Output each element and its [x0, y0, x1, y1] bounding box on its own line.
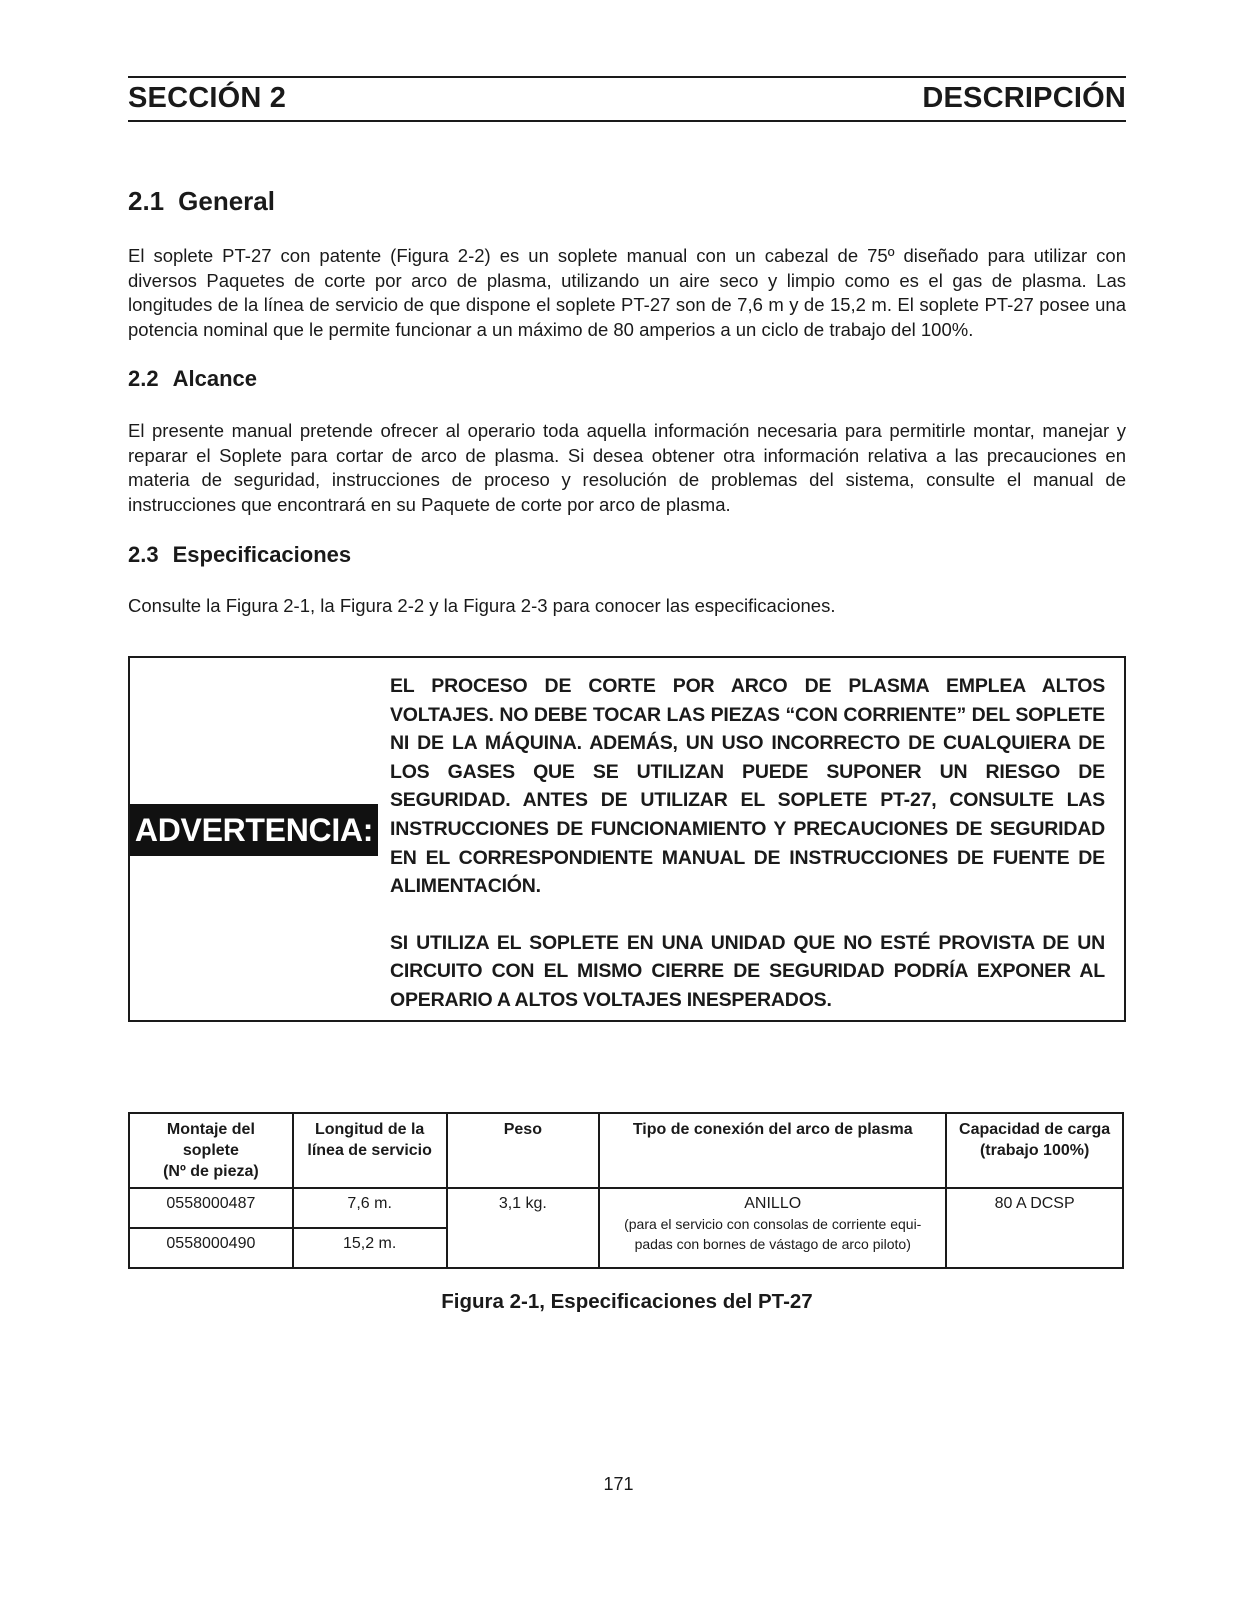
header-line: Longitud de la: [314, 1121, 425, 1138]
heading-text: Alcance: [172, 366, 257, 391]
warning-paragraph-2: SI UTILIZA EL SOPLETE EN UNA UNIDAD QUE NO ESTÉ PROVISTA DE UN CIRCUITO CON EL MISMO CIERRE DE SEGURIDAD PODRÍA EXPONER AL OPERARIO A ALTOS VOLTAJES INESPERADOS.: [390, 931, 1105, 1011]
cell-length: 15,2 m.: [293, 1228, 447, 1268]
figure-caption: Figura 2-1, Especificaciones del PT-27: [441, 1290, 813, 1313]
heading-number: 2.2: [128, 366, 159, 391]
heading-general: [128, 186, 275, 217]
cell-length: 7,6 m.: [293, 1188, 447, 1228]
column-header-capacity: [946, 1113, 1123, 1188]
column-header-length: [293, 1113, 447, 1188]
table-header-row: [129, 1113, 1123, 1188]
connection-type: ANILLO: [744, 1195, 802, 1212]
cell-connection: [599, 1188, 946, 1268]
cell-capacity: 80 A DCSP: [946, 1188, 1123, 1268]
heading-text: General: [178, 186, 275, 216]
section-number: SECCIÓN 2: [128, 82, 287, 114]
paragraph-especificaciones: Consulte la Figura 2-1, la Figura 2-2 y la Figura 2-3 para conocer las especificaciones.: [128, 595, 836, 616]
page-number: 171: [603, 1474, 634, 1494]
heading-number: 2.3: [128, 542, 159, 567]
connection-note-line: (para el servicio con consolas de corriente equi-: [624, 1216, 922, 1232]
paragraph-alcance: El presente manual pretende ofrecer al operario toda aquella información necesaria para permitirle montar, manejar y reparar el Soplete para cortar de arco de plasma. Si desea obtener otra información relativa a las precauciones en materia de seguridad, instrucciones de proceso y resolución de problemas del sistema, consulte el manual de instrucciones que encontrará en su Paquete de corte por arco de plasma.: [128, 420, 1126, 515]
column-header-weight: Peso: [447, 1113, 600, 1188]
warning-label: ADVERTENCIA:: [130, 804, 378, 856]
table-row: [129, 1188, 1123, 1228]
warning-paragraph-1: EL PROCESO DE CORTE POR ARCO DE PLASMA EMPLEA ALTOS VOLTAJES. NO DEBE TOCAR LAS PIEZAS “CON CORRIENTE” DEL SOPLETE NI DE LA MÁQUINA. ADEMÁS, UN USO INCORRECTO DE CUALQUIERA DE LOS GASES QUE SE UTILIZAN PUEDE SUPONER UN RIESGO DE SEGURIDAD. ANTES DE UTILIZAR EL SOPLETE PT-27, CONSULTE LAS INSTRUCCIONES DE FUNCIONAMIENTO Y PRECAUCIONES DE SEGURIDAD EN EL CORRESPONDIENTE MANUAL DE INSTRUCCIONES DE FUENTE DE ALIMENTACIÓN.: [390, 675, 1105, 898]
specifications-table: [128, 1112, 1124, 1269]
column-header-part: [129, 1113, 293, 1188]
header-line: línea de servicio: [307, 1142, 432, 1159]
header-line: Montaje del: [166, 1121, 255, 1138]
heading-especificaciones: [128, 542, 351, 568]
header-line: (trabajo 100%): [979, 1142, 1090, 1159]
warning-text: [390, 672, 1105, 1015]
column-header-connection: Tipo de conexión del arco de plasma: [599, 1113, 946, 1188]
header-line: soplete: [182, 1142, 239, 1159]
header-line: Capacidad de carga: [959, 1121, 1111, 1138]
heading-number: 2.1: [128, 186, 165, 216]
cell-part: 0558000487: [129, 1188, 293, 1228]
paragraph-general: El soplete PT-27 con patente (Figura 2-2) es un soplete manual con un cabezal de 75º diseñado para utilizar con diversos Paquetes de corte por arco de plasma, utilizando un aire seco y limpio como es el gas de plasma. Las longitudes de la línea de servicio de que dispone el soplete PT-27 son de 7,6 m y de 15,2 m. El soplete PT-27 posee una potencia nominal que le permite funcionar a un máximo de 80 amperios a un ciclo de trabajo del 100%.: [128, 245, 1126, 340]
connection-note-line: padas con bornes de vástago de arco piloto): [634, 1236, 911, 1252]
warning-box: [128, 656, 1126, 1022]
cell-part: 0558000490: [129, 1228, 293, 1268]
section-header: [128, 76, 1126, 122]
cell-weight: 3,1 kg.: [447, 1188, 600, 1268]
section-title: DESCRIPCIÓN: [922, 82, 1126, 114]
heading-alcance: [128, 366, 257, 392]
heading-text: Especificaciones: [172, 542, 352, 567]
header-line: (Nº de pieza): [163, 1163, 259, 1180]
